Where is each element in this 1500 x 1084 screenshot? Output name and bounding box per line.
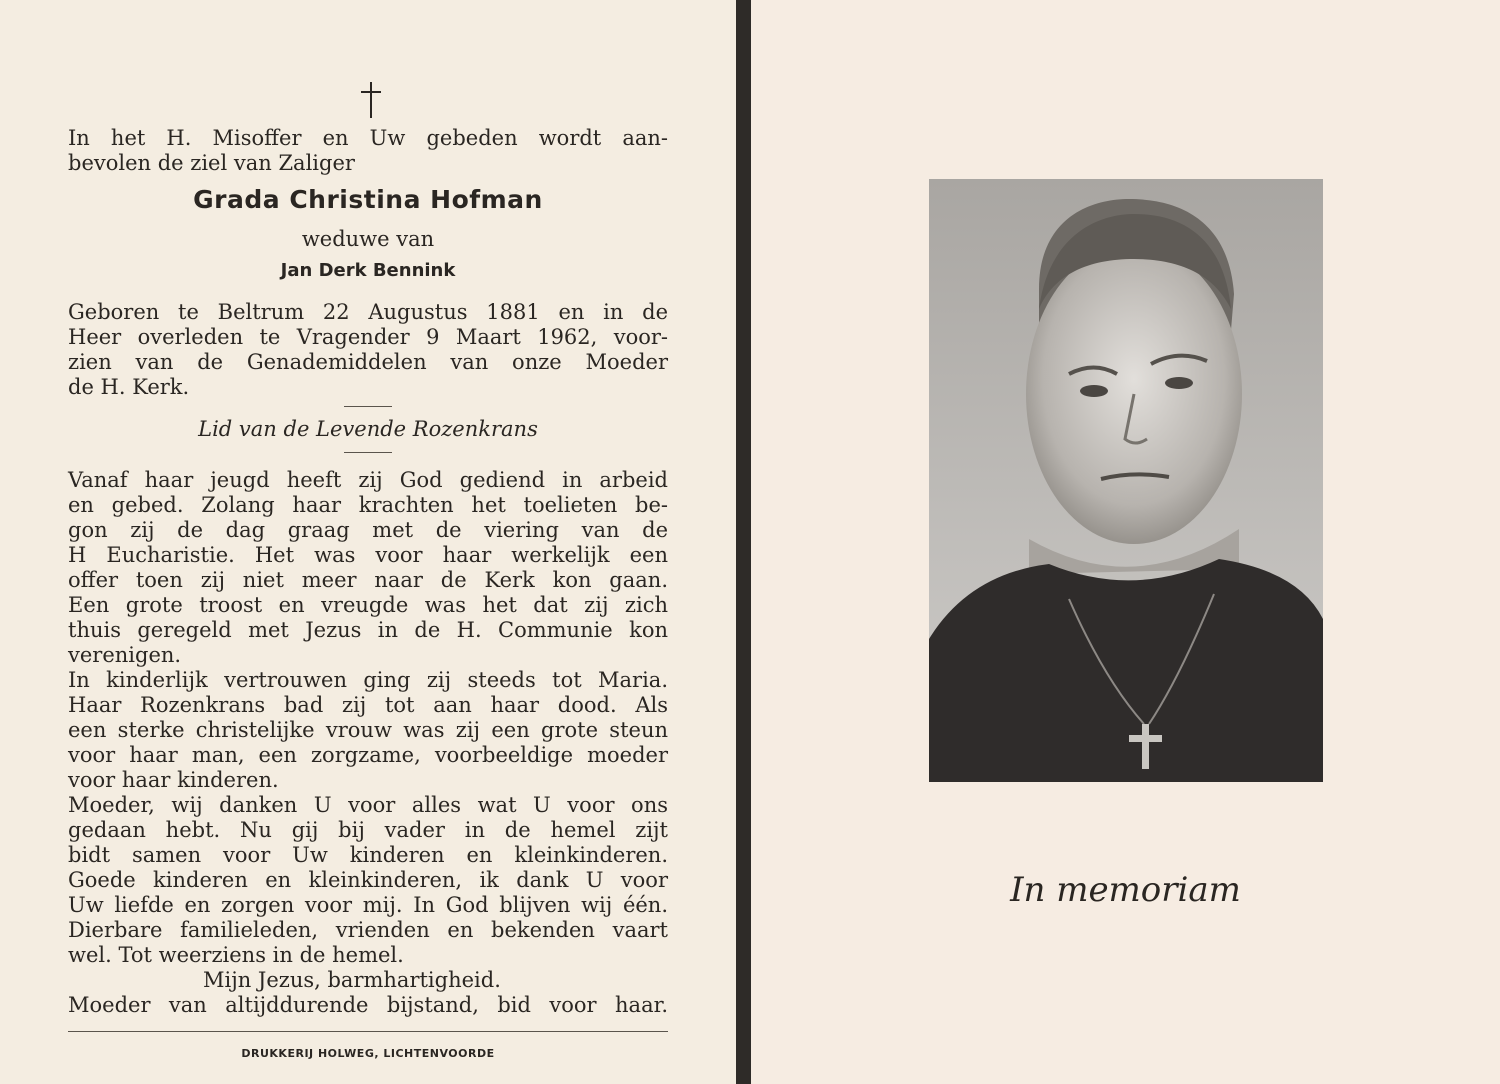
- closing-line: Moeder van altijddurende bijstand, bid voor haar.: [68, 993, 668, 1017]
- body-text: [68, 468, 668, 1018]
- birth-death-line: zien van de Genademiddelen van onze Moeder: [68, 350, 668, 374]
- body-line: Dierbare familieleden, vrienden en bekenden vaart: [68, 918, 668, 942]
- body-line: Uw liefde en zorgen voor mij. In God blijven wij één.: [68, 893, 668, 917]
- body-line: gon zij de dag graag met de viering van de: [68, 518, 668, 542]
- birth-death-line: de H. Kerk.: [68, 375, 190, 399]
- portrait-photo: [929, 179, 1323, 782]
- body-line: In kinderlijk vertrouwen ging zij steeds tot Maria.: [68, 668, 668, 692]
- body-line: Haar Rozenkrans bad zij tot aan haar dood. Als: [68, 693, 668, 717]
- spouse-name: Jan Derk Bennink: [280, 260, 456, 281]
- prayer-line: Mijn Jezus, barmhartigheid.: [203, 968, 501, 992]
- cross-icon: [370, 82, 372, 118]
- footer-rule: [68, 1031, 668, 1032]
- section-divider: [344, 452, 392, 453]
- deceased-name: Grada Christina Hofman: [193, 185, 543, 214]
- portrait-image: [929, 179, 1323, 782]
- intro-line: bevolen de ziel van Zaliger: [68, 151, 355, 175]
- widow-of-label: weduwe van: [301, 227, 435, 251]
- body-line: Een grote troost en vreugde was het dat zij zich: [68, 593, 668, 617]
- printer-credit: DRUKKERIJ HOLWEG, LICHTENVOORDE: [241, 1047, 495, 1060]
- birth-death-text: [68, 300, 668, 400]
- body-line: bidt samen voor Uw kinderen en kleinkinderen.: [68, 843, 668, 867]
- section-divider: [344, 406, 392, 407]
- body-line: een sterke christelijke vrouw was zij een grote steun: [68, 718, 668, 742]
- prayer-card-text-side: [0, 0, 736, 1084]
- intro-text: [68, 126, 668, 176]
- body-line: H Eucharistie. Het was voor haar werkelijk een: [68, 543, 668, 567]
- body-line: en gebed. Zolang haar krachten het toelieten be-: [68, 493, 668, 517]
- body-line: thuis geregeld met Jezus in de H. Communie kon: [68, 618, 668, 642]
- intro-line: In het H. Misoffer en Uw gebeden wordt aan-: [68, 126, 668, 150]
- body-line: Goede kinderen en kleinkinderen, ik dank U voor: [68, 868, 668, 892]
- birth-death-line: Geboren te Beltrum 22 Augustus 1881 en in de: [68, 300, 668, 324]
- membership-title: Lid van de Levende Rozenkrans: [198, 417, 538, 441]
- birth-death-line: Heer overleden te Vragender 9 Maart 1962, voor-: [68, 325, 668, 349]
- body-line: gedaan hebt. Nu gij bij vader in de hemel zijt: [68, 818, 668, 842]
- in-memoriam-caption: In memoriam: [1010, 870, 1241, 910]
- body-line: voor haar man, een zorgzame, voorbeeldige moeder: [68, 743, 668, 767]
- body-line: offer toen zij niet meer naar de Kerk kon gaan.: [68, 568, 668, 592]
- body-line: Vanaf haar jeugd heeft zij God gediend in arbeid: [68, 468, 668, 492]
- body-line: voor haar kinderen.: [68, 768, 279, 792]
- body-line: Moeder, wij danken U voor alles wat U voor ons: [68, 793, 668, 817]
- body-line: verenigen.: [68, 643, 182, 667]
- body-line: wel. Tot weerziens in de hemel.: [68, 943, 404, 967]
